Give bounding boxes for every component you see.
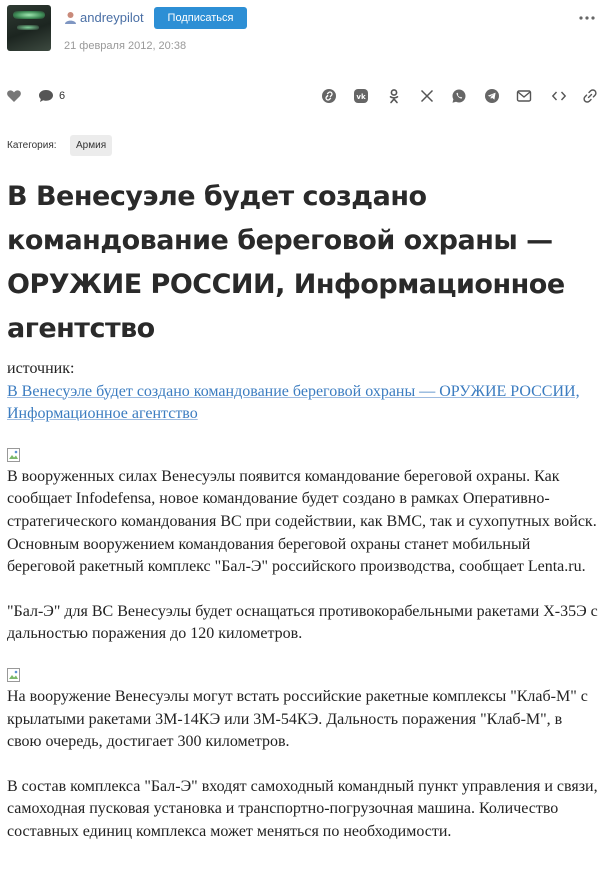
broken-image-icon	[7, 448, 20, 462]
comment-icon[interactable]	[38, 88, 54, 104]
telegram-icon[interactable]	[484, 88, 500, 104]
copy-link-icon[interactable]	[321, 88, 337, 104]
comments-count: 6	[59, 90, 66, 102]
svg-text:vk: vk	[356, 93, 366, 101]
article-body	[7, 358, 599, 844]
link-icon[interactable]	[582, 88, 598, 104]
article-title: В Венесуэле будет создано командование береговой охраны — ОРУЖИЕ РОССИИ, Информационное агентство	[7, 181, 565, 344]
email-icon[interactable]	[516, 88, 532, 104]
category-label: Категория:	[7, 140, 57, 151]
embed-icon[interactable]	[551, 88, 567, 104]
avatar[interactable]	[7, 5, 51, 51]
x-icon[interactable]	[419, 88, 435, 104]
broken-image-icon	[7, 668, 20, 682]
odnoklassniki-icon[interactable]	[386, 88, 402, 104]
post-date: 21 февраля 2012, 20:38	[64, 40, 187, 52]
category-tag[interactable]: Армия	[70, 135, 112, 156]
action-bar	[0, 84, 606, 110]
user-icon	[64, 11, 77, 24]
article-paragraph-4: В состав комплекса "Бал-Э" входят самоходный командный пункт управления и связи, самоходная пусковая установка и транспортно-погрузочная машина. Количество составных единиц комплекса может меняться по необходимости.	[7, 777, 598, 840]
article-paragraph-3: На вооружение Венесуэлы могут встать российские ракетные комплексы "Клаб-М" с крылатыми ракетами 3М-14КЭ или 3М-54КЭ. Дальность поражения "Клаб-М", в свою очередь, достигает 300 километров.	[7, 687, 588, 751]
source-label: источник:	[7, 360, 75, 377]
subscribe-button[interactable]: Подписаться	[154, 7, 247, 29]
article-paragraph-2: "Бал-Э" для ВС Венесуэлы будет оснащаться противокорабельными ракетами Х-35Э с дальностью поражения до 120 километров.	[7, 602, 598, 643]
username-link[interactable]: andreypilot	[80, 10, 144, 25]
more-options-icon[interactable]	[578, 11, 596, 25]
whatsapp-icon[interactable]	[451, 88, 467, 104]
article-paragraph-1: В вооруженных силах Венесуэлы появится командование береговой охраны. Как сообщает Infodefensa, новое командование будет создано в рамках Оперативно-стратегического командования ВС при содействии, как ВМС, так и сухопутных войск. Основным вооружением командования береговой охраны станет мобильный береговой ракетный комплекс "Бал-Э" российского производства, сообщает Lenta.ru.	[7, 467, 597, 576]
source-link[interactable]: В Венесуэле будет создано командование береговой охраны — ОРУЖИЕ РОССИИ, Информационное агентство	[7, 382, 580, 423]
heart-icon[interactable]	[6, 88, 22, 104]
vk-icon[interactable]	[353, 88, 369, 104]
post-header	[0, 0, 606, 60]
